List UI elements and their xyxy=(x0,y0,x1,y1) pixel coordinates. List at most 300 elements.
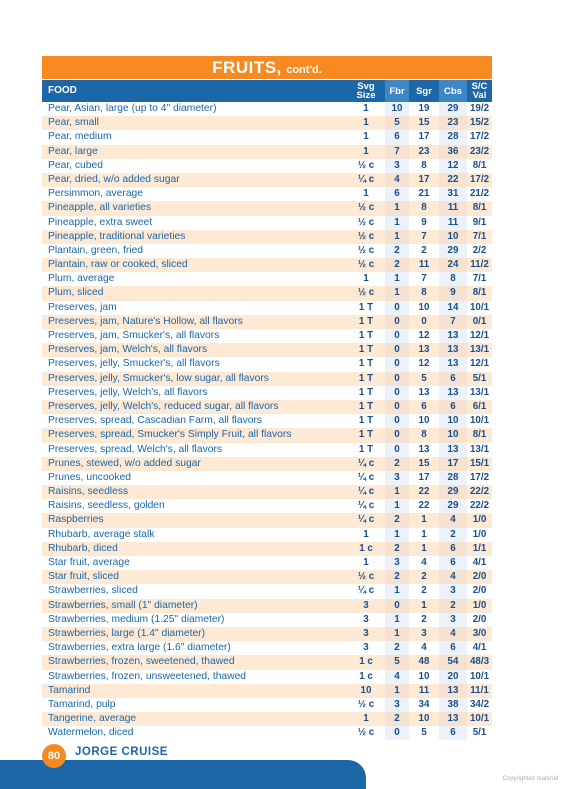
carbs-value: 6 xyxy=(439,726,467,740)
food-name: Preserves, spread, Cascadian Farm, all flavors xyxy=(48,415,263,427)
fiber-value: 3 xyxy=(385,698,409,712)
sc-value: 1/0 xyxy=(472,599,487,611)
table-row xyxy=(42,400,492,414)
sc-value: 15/2 xyxy=(469,117,490,129)
food-name: Pineapple, traditional varieties xyxy=(48,230,186,242)
fiber-value: 5 xyxy=(385,655,409,669)
fiber-value: 0 xyxy=(385,301,409,315)
fiber-value: 0 xyxy=(385,386,409,400)
header-sc-val: S/C Val xyxy=(471,81,488,101)
serving-size: 1 T xyxy=(358,358,374,370)
serving-size: 1 xyxy=(363,145,369,157)
fiber-value: 1 xyxy=(385,584,409,598)
carbs-value: 13 xyxy=(439,386,467,400)
table-row xyxy=(42,286,492,300)
serving-size: 1 xyxy=(363,713,369,725)
carbs-value: 13 xyxy=(439,357,467,371)
fiber-value: 6 xyxy=(385,187,409,201)
sc-value: 4/1 xyxy=(472,557,487,568)
sugar-value: 3 xyxy=(421,627,427,639)
food-name: Strawberries, small (1" diameter) xyxy=(48,599,198,611)
food-name: Plum, sliced xyxy=(48,287,104,299)
sugar-value: 17 xyxy=(418,471,430,483)
table-row xyxy=(42,670,492,684)
table-row xyxy=(42,216,492,230)
food-name: Plantain, raw or cooked, sliced xyxy=(48,259,188,271)
serving-size: 10 xyxy=(360,684,372,696)
sugar-value: 7 xyxy=(421,230,427,242)
sc-value: 48/3 xyxy=(469,656,490,668)
sc-value: 12/1 xyxy=(469,330,490,341)
table-row xyxy=(42,584,492,598)
table-row xyxy=(42,116,492,130)
serving-size: ½ c xyxy=(357,202,375,214)
sc-value: 22/2 xyxy=(469,500,490,512)
sc-value: 11/2 xyxy=(470,259,489,271)
serving-size: 1 T xyxy=(358,330,374,341)
sugar-value: 1 xyxy=(421,599,427,611)
food-name: Pear, cubed xyxy=(48,159,103,171)
carbs-value: 6 xyxy=(439,400,467,414)
sugar-value: 10 xyxy=(418,415,430,427)
sugar-value: 8 xyxy=(421,159,427,171)
carbs-value: 9 xyxy=(439,286,467,300)
serving-size: ¼ c xyxy=(357,173,375,185)
carbs-value: 13 xyxy=(439,329,467,343)
carbs-value: 22 xyxy=(439,173,467,187)
table-row xyxy=(42,130,492,144)
sc-value: 19/2 xyxy=(469,103,490,114)
sc-value: 7/1 xyxy=(472,230,487,242)
sugar-value: 34 xyxy=(418,698,430,710)
sc-value: 2/0 xyxy=(472,571,487,583)
serving-size: 1 T xyxy=(358,386,374,398)
serving-size: 1 T xyxy=(358,415,374,427)
sc-value: 1/0 xyxy=(472,528,487,540)
table-header xyxy=(42,80,492,102)
section-title: FRUITS, xyxy=(212,58,282,77)
table-row xyxy=(42,414,492,428)
carbs-value: 38 xyxy=(439,698,467,712)
food-name: Preserves, jam xyxy=(48,301,117,313)
serving-size: 1 T xyxy=(358,429,374,441)
food-name: Prunes, stewed, w/o added sugar xyxy=(48,457,201,469)
sugar-value: 21 xyxy=(418,188,430,200)
serving-size: ½ c xyxy=(357,727,375,739)
table-row xyxy=(42,145,492,159)
food-name: Prunes, uncooked xyxy=(48,471,132,483)
carbs-value: 8 xyxy=(439,272,467,286)
food-name: Preserves, jam, Welch's, all flavors xyxy=(48,344,208,356)
fiber-value: 0 xyxy=(385,329,409,343)
sc-value: 5/1 xyxy=(472,372,487,384)
fiber-value: 1 xyxy=(385,201,409,215)
food-name: Preserves, spread, Smucker's Simply Fruit, all flavors xyxy=(48,429,292,441)
fiber-value: 1 xyxy=(385,499,409,513)
sc-value: 12/1 xyxy=(469,358,490,370)
carbs-value: 23 xyxy=(439,116,467,130)
header-cbs: Cbs xyxy=(439,80,467,102)
carbs-value: 2 xyxy=(439,599,467,613)
carbs-value: 29 xyxy=(439,499,467,513)
serving-size: ½ c xyxy=(357,230,375,242)
carbs-value: 13 xyxy=(439,684,467,698)
table-row xyxy=(42,712,492,726)
serving-size: 3 xyxy=(363,642,369,654)
sc-value: 13/1 xyxy=(469,386,490,398)
sugar-value: 2 xyxy=(421,585,427,597)
food-name: Preserves, jelly, Smucker's, all flavors xyxy=(48,358,220,370)
carbs-value: 3 xyxy=(439,584,467,598)
section-subtitle: cont'd. xyxy=(286,64,322,76)
sc-value: 13/1 xyxy=(469,344,490,356)
sugar-value: 0 xyxy=(421,315,427,327)
food-name: Watermelon, diced xyxy=(48,727,134,739)
sugar-value: 17 xyxy=(418,131,430,143)
sc-value: 10/1 xyxy=(469,670,490,682)
watermark: Copyrighted material xyxy=(502,776,558,782)
sc-value: 8/1 xyxy=(472,287,487,299)
food-name: Pineapple, extra sweet xyxy=(48,216,153,228)
table-row xyxy=(42,329,492,343)
table-row xyxy=(42,570,492,584)
serving-size: 1 T xyxy=(358,315,374,327)
carbs-value: 6 xyxy=(439,641,467,655)
fiber-value: 1 xyxy=(385,272,409,286)
sc-value: 15/1 xyxy=(469,457,490,469)
fiber-value: 0 xyxy=(385,414,409,428)
sugar-value: 9 xyxy=(421,216,427,228)
sc-value: 8/1 xyxy=(472,159,487,171)
sc-value: 6/1 xyxy=(472,400,487,412)
table-row xyxy=(42,357,492,371)
fiber-value: 5 xyxy=(385,116,409,130)
serving-size: ½ c xyxy=(357,571,375,583)
table-row xyxy=(42,315,492,329)
sc-value: 9/1 xyxy=(472,216,487,228)
food-name: Pear, medium xyxy=(48,131,112,143)
sugar-value: 13 xyxy=(418,386,430,398)
sc-value: 3/0 xyxy=(472,627,487,639)
serving-size: 1 xyxy=(363,103,369,114)
serving-size: ¼ c xyxy=(357,486,375,498)
header-svg-size: Svg Size xyxy=(356,81,376,101)
table-row xyxy=(42,528,492,542)
sugar-value: 15 xyxy=(418,117,430,129)
carbs-value: 36 xyxy=(439,145,467,159)
sugar-value: 2 xyxy=(421,613,427,625)
sugar-value: 12 xyxy=(418,358,430,370)
sugar-value: 19 xyxy=(418,103,430,114)
fiber-value: 1 xyxy=(385,613,409,627)
food-name: Strawberries, large (1.4" diameter) xyxy=(48,627,206,639)
serving-size: 1 c xyxy=(359,670,373,682)
fiber-value: 2 xyxy=(385,244,409,258)
sugar-value: 1 xyxy=(421,542,427,554)
fiber-value: 7 xyxy=(385,145,409,159)
fiber-value: 10 xyxy=(385,102,409,116)
sugar-value: 10 xyxy=(418,713,430,725)
sugar-value: 6 xyxy=(421,400,427,412)
serving-size: ½ c xyxy=(357,216,375,228)
serving-size: 1 T xyxy=(358,301,374,313)
table-row xyxy=(42,173,492,187)
fiber-value: 4 xyxy=(385,670,409,684)
sc-value: 34/2 xyxy=(469,698,490,710)
sugar-value: 2 xyxy=(421,244,427,256)
sc-value: 17/2 xyxy=(469,471,490,483)
carbs-value: 10 xyxy=(439,230,467,244)
sugar-value: 11 xyxy=(418,684,430,696)
sc-value: 10/1 xyxy=(469,415,490,427)
sugar-value: 5 xyxy=(421,727,427,739)
sc-value: 0/1 xyxy=(472,315,487,327)
serving-size: ¼ c xyxy=(357,585,375,597)
food-name: Tangerine, average xyxy=(48,713,137,725)
table-row xyxy=(42,343,492,357)
serving-size: ½ c xyxy=(357,698,375,710)
fiber-value: 0 xyxy=(385,443,409,457)
sugar-value: 23 xyxy=(418,145,430,157)
carbs-value: 4 xyxy=(439,627,467,641)
fiber-value: 4 xyxy=(385,173,409,187)
serving-size: 1 T xyxy=(358,344,374,356)
fiber-value: 2 xyxy=(385,513,409,527)
carbs-value: 24 xyxy=(439,258,467,272)
carbs-value: 10 xyxy=(439,428,467,442)
carbs-value: 20 xyxy=(439,670,467,684)
food-name: Strawberries, frozen, unsweetened, thawed xyxy=(48,670,247,682)
table-row xyxy=(42,627,492,641)
food-name: Pear, dried, w/o added sugar xyxy=(48,173,180,185)
sc-value: 17/2 xyxy=(469,173,490,185)
fiber-value: 1 xyxy=(385,627,409,641)
table-row xyxy=(42,159,492,173)
fiber-value: 2 xyxy=(385,570,409,584)
table-row xyxy=(42,513,492,527)
food-name: Pear, Asian, large (up to 4" diameter) xyxy=(48,103,217,114)
fiber-value: 2 xyxy=(385,712,409,726)
serving-size: 1 xyxy=(363,131,369,143)
carbs-value: 10 xyxy=(439,414,467,428)
serving-size: ¼ c xyxy=(357,471,375,483)
sugar-value: 13 xyxy=(418,443,430,455)
fiber-value: 1 xyxy=(385,230,409,244)
fiber-value: 3 xyxy=(385,159,409,173)
fiber-value: 1 xyxy=(385,684,409,698)
sc-value: 11/1 xyxy=(470,684,489,696)
serving-size: 1 xyxy=(363,528,369,540)
food-name: Pineapple, all varieties xyxy=(48,202,152,214)
serving-size: 1 xyxy=(363,273,369,285)
table-row xyxy=(42,201,492,215)
fiber-value: 2 xyxy=(385,258,409,272)
serving-size: 1 T xyxy=(358,372,374,384)
sc-value: 7/1 xyxy=(472,273,487,285)
food-table xyxy=(42,102,492,740)
fiber-value: 2 xyxy=(385,542,409,556)
serving-size: ½ c xyxy=(357,259,375,271)
carbs-value: 28 xyxy=(439,130,467,144)
serving-size: 1 T xyxy=(358,443,374,455)
fiber-value: 6 xyxy=(385,130,409,144)
sugar-value: 10 xyxy=(418,301,430,313)
food-name: Raisins, seedless, golden xyxy=(48,500,165,512)
table-row xyxy=(42,698,492,712)
fiber-value: 1 xyxy=(385,528,409,542)
table-row xyxy=(42,556,492,570)
sugar-value: 7 xyxy=(421,273,427,285)
fiber-value: 0 xyxy=(385,726,409,740)
food-name: Pear, small xyxy=(48,117,99,129)
sc-value: 5/1 xyxy=(472,727,487,739)
table-row xyxy=(42,187,492,201)
table-row xyxy=(42,641,492,655)
carbs-value: 7 xyxy=(439,315,467,329)
serving-size: 1 c xyxy=(359,656,373,668)
serving-size: 3 xyxy=(363,599,369,611)
food-name: Preserves, jelly, Welch's, all flavors xyxy=(48,386,208,398)
table-row xyxy=(42,102,492,116)
sugar-value: 13 xyxy=(418,344,430,356)
food-name: Preserves, jelly, Welch's, reduced sugar, all flavors xyxy=(48,400,279,412)
serving-size: 3 xyxy=(363,613,369,625)
carbs-value: 3 xyxy=(439,613,467,627)
carbs-value: 13 xyxy=(439,343,467,357)
sc-value: 2/0 xyxy=(472,585,487,597)
food-name: Raspberries xyxy=(48,514,104,526)
sc-value: 2/0 xyxy=(472,613,487,625)
serving-size: ¼ c xyxy=(357,514,375,526)
serving-size: 3 xyxy=(363,627,369,639)
table-row xyxy=(42,372,492,386)
food-name: Strawberries, sliced xyxy=(48,585,138,597)
table-row xyxy=(42,457,492,471)
sc-value: 8/1 xyxy=(472,202,487,214)
food-name: Preserves, spread, Welch's, all flavors xyxy=(48,443,223,455)
header-sgr: Sgr xyxy=(416,85,432,97)
carbs-value: 11 xyxy=(439,216,467,230)
food-name: Pear, large xyxy=(48,145,98,157)
carbs-value: 4 xyxy=(439,570,467,584)
fiber-value: 0 xyxy=(385,599,409,613)
sugar-value: 22 xyxy=(418,500,430,512)
header-fbr: Fbr xyxy=(385,80,409,102)
sc-value: 21/2 xyxy=(469,188,490,200)
sc-value: 8/1 xyxy=(472,429,487,441)
sc-value: 4/1 xyxy=(472,642,487,654)
table-row xyxy=(42,613,492,627)
sugar-value: 8 xyxy=(421,287,427,299)
section-title-bar xyxy=(42,56,492,79)
carbs-value: 31 xyxy=(439,187,467,201)
food-name: Rhubarb, diced xyxy=(48,542,118,554)
sugar-value: 1 xyxy=(421,528,427,540)
table-row xyxy=(42,244,492,258)
sugar-value: 15 xyxy=(418,457,430,469)
carbs-value: 6 xyxy=(439,556,467,570)
sc-value: 22/2 xyxy=(469,486,490,498)
sc-value: 2/2 xyxy=(472,244,487,256)
fiber-value: 2 xyxy=(385,641,409,655)
table-row xyxy=(42,301,492,315)
serving-size: 1 c xyxy=(359,542,373,554)
table-row xyxy=(42,655,492,669)
page-number: 80 xyxy=(42,744,66,768)
food-name: Strawberries, extra large (1.6" diameter) xyxy=(48,642,231,654)
table-row xyxy=(42,684,492,698)
sc-value: 23/2 xyxy=(469,145,490,157)
sugar-value: 22 xyxy=(418,486,430,498)
sc-value: 10/1 xyxy=(469,713,490,725)
table-row xyxy=(42,443,492,457)
sugar-value: 1 xyxy=(421,514,427,526)
carbs-value: 6 xyxy=(439,372,467,386)
food-name: Preserves, jam, Nature's Hollow, all flavors xyxy=(48,315,243,327)
sugar-value: 11 xyxy=(418,259,430,271)
carbs-value: 17 xyxy=(439,457,467,471)
table-row xyxy=(42,499,492,513)
carbs-value: 29 xyxy=(439,102,467,116)
food-name: Plum, average xyxy=(48,273,115,285)
table-row xyxy=(42,230,492,244)
sc-value: 10/1 xyxy=(469,301,490,313)
carbs-value: 29 xyxy=(439,244,467,258)
food-name: Strawberries, frozen, sweetened, thawed xyxy=(48,656,235,668)
serving-size: ½ c xyxy=(357,244,375,256)
food-name: Tamarind, pulp xyxy=(48,698,116,710)
table-row xyxy=(42,258,492,272)
table-row xyxy=(42,272,492,286)
carbs-value: 29 xyxy=(439,485,467,499)
author-name: JORGE CRUISE xyxy=(75,746,168,758)
sugar-value: 10 xyxy=(418,670,430,682)
table-row xyxy=(42,599,492,613)
fiber-value: 0 xyxy=(385,357,409,371)
carbs-value: 12 xyxy=(439,159,467,173)
sugar-value: 48 xyxy=(418,656,430,668)
sugar-value: 5 xyxy=(421,372,427,384)
fiber-value: 0 xyxy=(385,400,409,414)
fiber-value: 1 xyxy=(385,216,409,230)
table-row xyxy=(42,386,492,400)
table-row xyxy=(42,542,492,556)
carbs-value: 13 xyxy=(439,443,467,457)
carbs-value: 4 xyxy=(439,513,467,527)
fiber-value: 1 xyxy=(385,286,409,300)
header-food: FOOD xyxy=(48,85,77,96)
food-name: Preserves, jelly, Smucker's, low sugar, all flavors xyxy=(48,372,269,384)
food-name: Star fruit, sliced xyxy=(48,571,119,583)
food-name: Tamarind xyxy=(48,684,91,696)
food-name: Plantain, green, fried xyxy=(48,244,144,256)
serving-size: ½ c xyxy=(357,287,375,299)
table-row xyxy=(42,485,492,499)
serving-size: 1 xyxy=(363,117,369,129)
sugar-value: 8 xyxy=(421,429,427,441)
fiber-value: 1 xyxy=(385,485,409,499)
sugar-value: 2 xyxy=(421,571,427,583)
serving-size: ¼ c xyxy=(357,457,375,469)
serving-size: 1 xyxy=(363,188,369,200)
fiber-value: 2 xyxy=(385,457,409,471)
serving-size: 1 xyxy=(363,557,369,568)
fiber-value: 0 xyxy=(385,315,409,329)
sugar-value: 12 xyxy=(418,330,430,341)
sugar-value: 4 xyxy=(421,557,427,568)
sugar-value: 4 xyxy=(421,642,427,654)
table-row xyxy=(42,726,492,740)
